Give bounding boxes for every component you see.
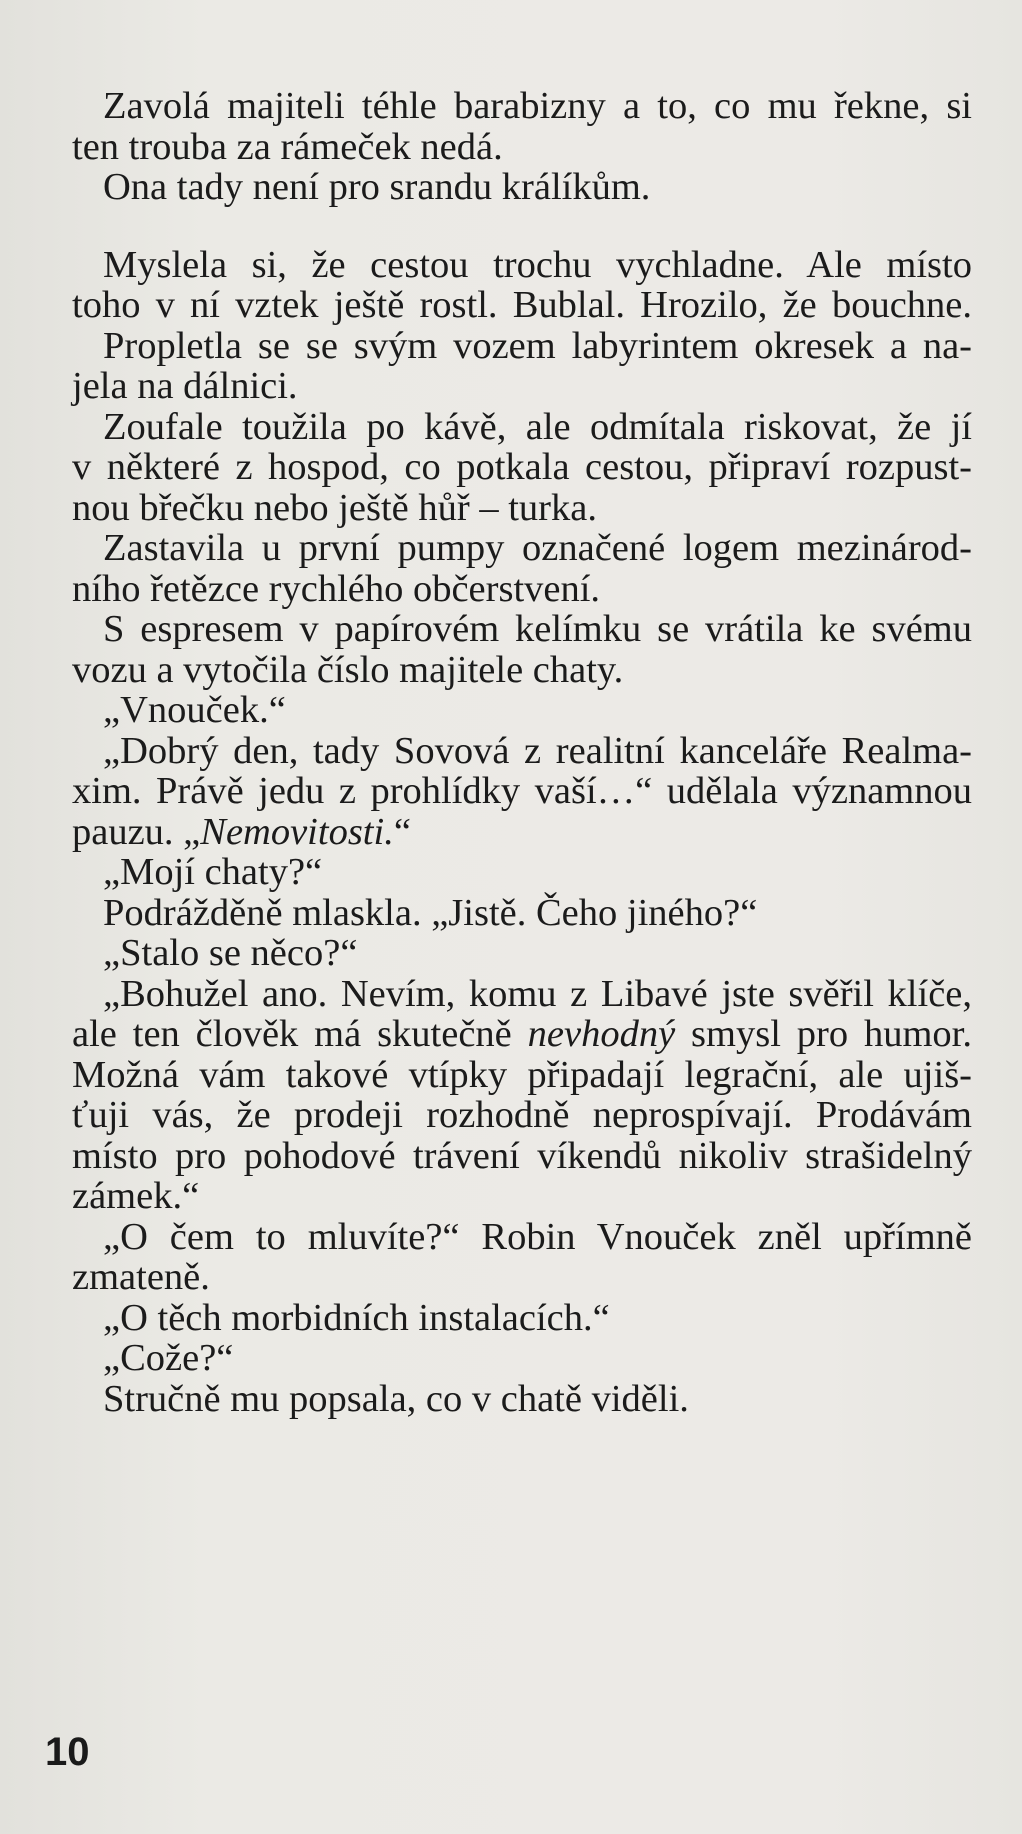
- section-break: [72, 208, 972, 245]
- text-line: Zoufale toužila po kávě, ale odmítala riskovat, že jí: [103, 405, 972, 448]
- text-line: místo pro pohodové trávení víkendů nikoliv strašidelný: [72, 1134, 972, 1177]
- text-line: Myslela si, že cestou trochu vychladne. Ale místo: [103, 243, 972, 286]
- text-line: ťuji vás, že prodeji rozhodně neprospívají. Prodávám: [72, 1094, 972, 1136]
- text-line: xim. Právě jedu z prohlídky vaší…“ udělala významnou: [72, 770, 972, 812]
- italic-run: Nemovitosti.: [200, 810, 394, 853]
- text-line: [72, 1014, 972, 1055]
- text-line: „Bohužel ano. Nevím, komu z Libavé jste svěřil klíče,: [103, 972, 972, 1015]
- text-line: ního řetězce rychlého občerstvení.: [72, 567, 601, 610]
- text-line: v některé z hospod, co potkala cestou, připraví rozpust-: [72, 446, 972, 488]
- text-line: Možná vám takové vtípky připadají legrační, ale ujiš-: [72, 1053, 972, 1096]
- text-line: Podrážděně mlaskla. „Jistě. Čeho jiného?“: [103, 891, 758, 934]
- text-run: ale ten člověk má skutečně: [72, 1013, 528, 1055]
- text-line: ten trouba za rámeček nedá.: [72, 125, 503, 168]
- text-line: [72, 812, 972, 853]
- text-line: „O čem to mluvíte?“ Robin Vnouček zněl upřímně: [103, 1215, 972, 1258]
- text-line: „Cože?“: [103, 1337, 234, 1379]
- body-text: [72, 86, 972, 1419]
- text-line: „Vnouček.“: [103, 689, 286, 731]
- text-line: „Dobrý den, tady Sovová z realitní kanceláře Realma-: [103, 729, 972, 772]
- text-line: „Mojí chaty?“: [103, 851, 323, 893]
- text-line: zmateně.: [72, 1256, 210, 1298]
- text-line: Stručně mu popsala, co v chatě viděli.: [103, 1377, 689, 1420]
- text-line: Zavolá majiteli téhle barabizny a to, co mu řekne, si: [103, 85, 972, 127]
- text-line: „O těch morbidních instalacích.“: [103, 1296, 610, 1339]
- text-line: „Stalo se něco?“: [103, 932, 358, 974]
- text-line: vozu a vytočila číslo majitele chaty.: [72, 648, 624, 691]
- text-line: zámek.“: [72, 1175, 200, 1217]
- page-number: 10: [45, 1730, 90, 1774]
- text-run: smysl pro humor.: [675, 1013, 972, 1055]
- text-run: “: [393, 810, 411, 853]
- text-line: nou břečku nebo ještě hůř – turka.: [72, 486, 597, 529]
- text-line: Propletla se se svým vozem labyrintem okresek a na-: [103, 324, 972, 367]
- text-line: Ona tady není pro srandu králíkům.: [103, 166, 651, 208]
- italic-run: nevhodný: [527, 1013, 676, 1055]
- text-line: Zastavila u první pumpy označené logem mezinárod-: [103, 527, 972, 569]
- text-line: jela na dálnici.: [72, 365, 298, 407]
- text-run: pauzu. „: [72, 810, 201, 853]
- text-line: S espresem v papírovém kelímku se vrátila ke svému: [103, 608, 972, 650]
- text-line: toho v ní vztek ještě rostl. Bublal. Hrozilo, že bouchne.: [72, 284, 972, 326]
